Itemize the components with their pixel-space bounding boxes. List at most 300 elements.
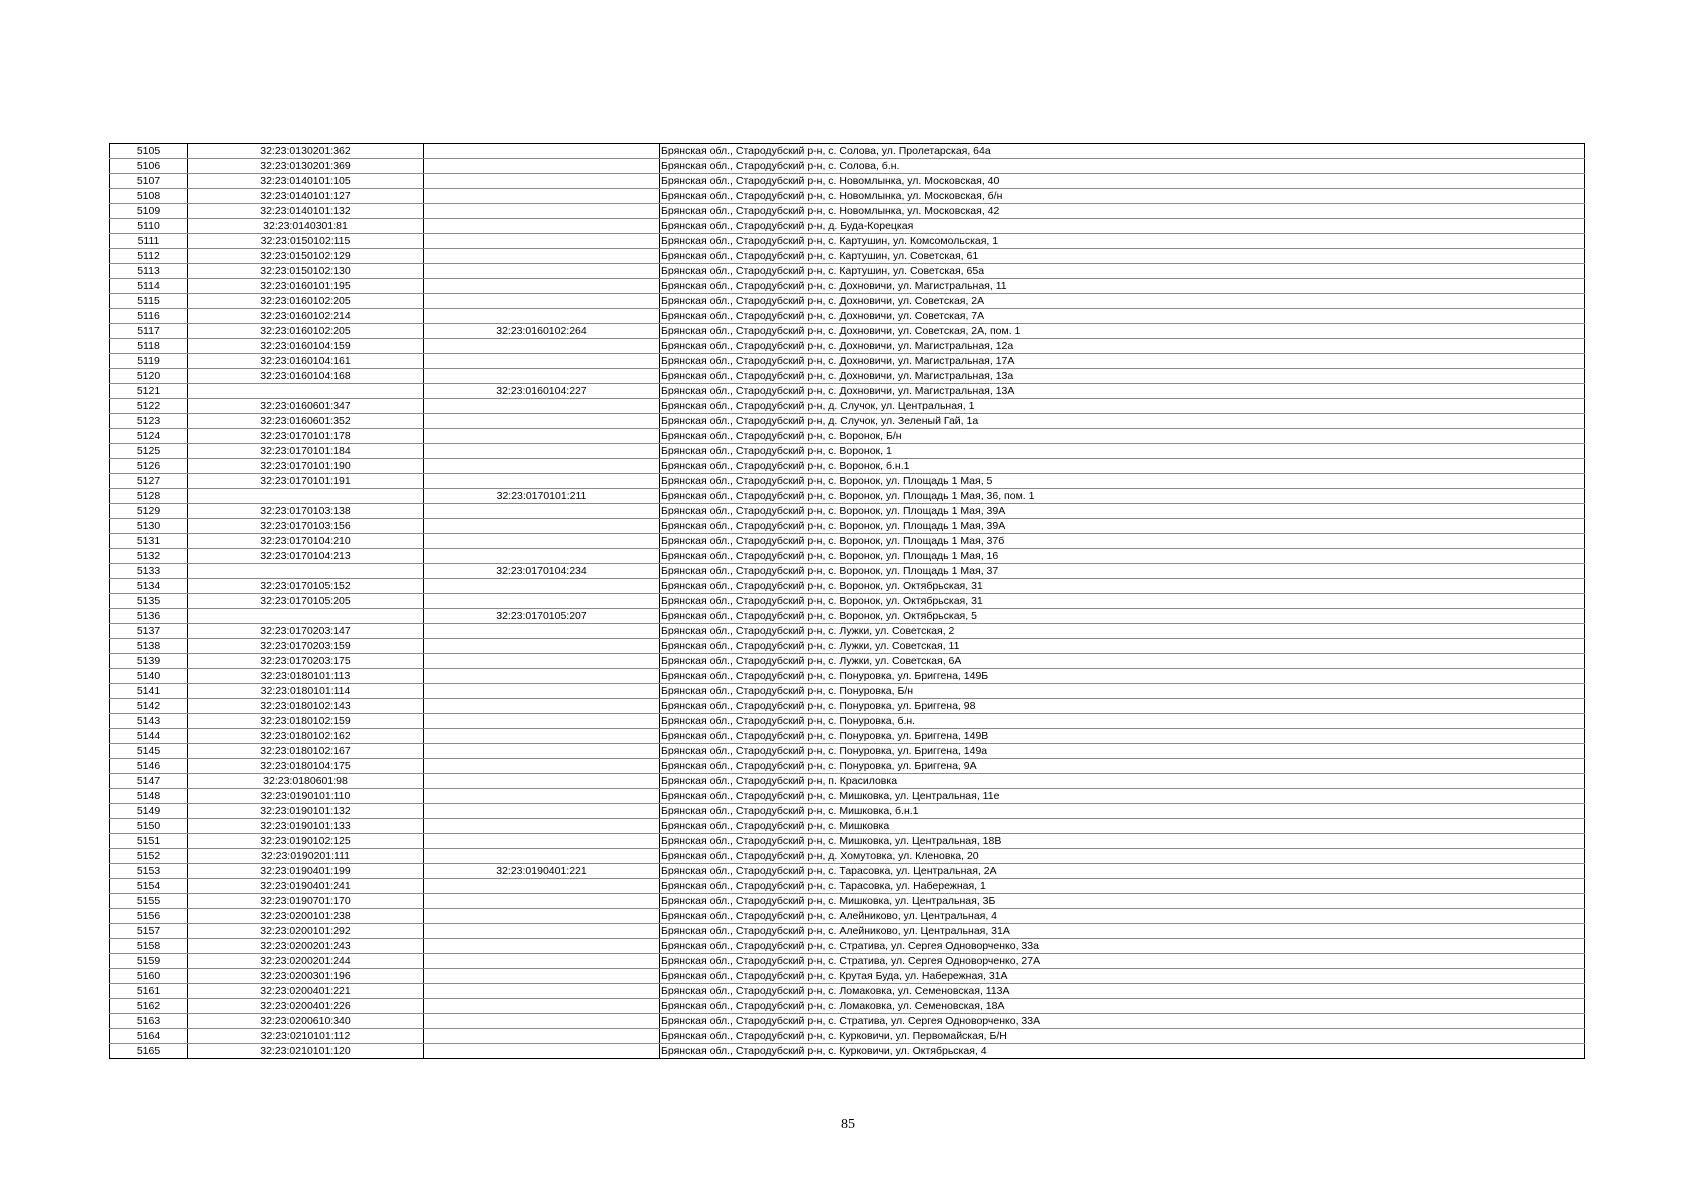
row-number-cell: 5143 [110, 714, 188, 729]
address-cell: Брянская обл., Стародубский р-н, с. Воронок, б.н.1 [660, 459, 1585, 474]
address-cell: Брянская обл., Стародубский р-н, с. Воронок, ул. Октябрьская, 31 [660, 594, 1585, 609]
address-cell: Брянская обл., Стародубский р-н, с. Лужки, ул. Советская, 2 [660, 624, 1585, 639]
table-row [110, 729, 1585, 744]
row-number-cell: 5153 [110, 864, 188, 879]
address-cell: Брянская обл., Стародубский р-н, с. Мишковка, ул. Центральная, 11е [660, 789, 1585, 804]
cadastral-number-cell: 32:23:0180101:113 [188, 669, 424, 684]
table-row [110, 594, 1585, 609]
cadastral-number-cell: 32:23:0160601:352 [188, 414, 424, 429]
table-row [110, 924, 1585, 939]
cadastral-number-cell: 32:23:0170101:184 [188, 444, 424, 459]
row-number-cell: 5154 [110, 879, 188, 894]
related-cadastral-number-cell [424, 594, 660, 609]
cadastral-number-cell: 32:23:0160102:214 [188, 309, 424, 324]
table-row [110, 444, 1585, 459]
related-cadastral-number-cell [424, 714, 660, 729]
cadastral-number-cell: 32:23:0130201:362 [188, 144, 424, 159]
related-cadastral-number-cell [424, 744, 660, 759]
address-cell: Брянская обл., Стародубский р-н, с. Мишковка, ул. Центральная, 3Б [660, 894, 1585, 909]
cadastral-number-cell: 32:23:0140101:127 [188, 189, 424, 204]
address-cell: Брянская обл., Стародубский р-н, с. Стратива, ул. Сергея Одноворченко, 33а [660, 939, 1585, 954]
related-cadastral-number-cell: 32:23:0190401:221 [424, 864, 660, 879]
table-row [110, 459, 1585, 474]
row-number-cell: 5113 [110, 264, 188, 279]
related-cadastral-number-cell [424, 414, 660, 429]
cadastral-number-cell: 32:23:0180104:175 [188, 759, 424, 774]
related-cadastral-number-cell [424, 339, 660, 354]
table-row [110, 759, 1585, 774]
row-number-cell: 5155 [110, 894, 188, 909]
related-cadastral-number-cell [424, 789, 660, 804]
address-cell: Брянская обл., Стародубский р-н, с. Воронок, ул. Октябрьская, 31 [660, 579, 1585, 594]
related-cadastral-number-cell [424, 279, 660, 294]
cadastral-number-cell: 32:23:0170105:152 [188, 579, 424, 594]
row-number-cell: 5140 [110, 669, 188, 684]
related-cadastral-number-cell [424, 264, 660, 279]
page-number: 85 [841, 1117, 855, 1132]
table-row [110, 654, 1585, 669]
related-cadastral-number-cell [424, 309, 660, 324]
related-cadastral-number-cell [424, 219, 660, 234]
row-number-cell: 5121 [110, 384, 188, 399]
cadastral-number-cell: 32:23:0180102:167 [188, 744, 424, 759]
table-row [110, 414, 1585, 429]
address-cell: Брянская обл., Стародубский р-н, с. Понуровка, б.н. [660, 714, 1585, 729]
address-cell: Брянская обл., Стародубский р-н, с. Стратива, ул. Сергея Одноворченко, 33А [660, 1014, 1585, 1029]
related-cadastral-number-cell [424, 894, 660, 909]
related-cadastral-number-cell [424, 834, 660, 849]
table-row [110, 339, 1585, 354]
row-number-cell: 5115 [110, 294, 188, 309]
row-number-cell: 5118 [110, 339, 188, 354]
row-number-cell: 5152 [110, 849, 188, 864]
row-number-cell: 5105 [110, 144, 188, 159]
row-number-cell: 5142 [110, 699, 188, 714]
address-cell: Брянская обл., Стародубский р-н, д. Случок, ул. Центральная, 1 [660, 399, 1585, 414]
row-number-cell: 5139 [110, 654, 188, 669]
cadastral-number-cell [188, 489, 424, 504]
row-number-cell: 5129 [110, 504, 188, 519]
related-cadastral-number-cell [424, 984, 660, 999]
address-cell: Брянская обл., Стародубский р-н, с. Тарасовка, ул. Набережная, 1 [660, 879, 1585, 894]
cadastral-number-cell: 32:23:0150102:130 [188, 264, 424, 279]
address-cell: Брянская обл., Стародубский р-н, с. Воронок, ул. Площадь 1 Мая, 16 [660, 549, 1585, 564]
row-number-cell: 5127 [110, 474, 188, 489]
table-row [110, 1014, 1585, 1029]
table-row [110, 939, 1585, 954]
related-cadastral-number-cell [424, 939, 660, 954]
table-row [110, 909, 1585, 924]
table-row [110, 804, 1585, 819]
related-cadastral-number-cell [424, 804, 660, 819]
row-number-cell: 5120 [110, 369, 188, 384]
row-number-cell: 5116 [110, 309, 188, 324]
row-number-cell: 5160 [110, 969, 188, 984]
cadastral-number-cell: 32:23:0210101:120 [188, 1044, 424, 1059]
table-row [110, 474, 1585, 489]
row-number-cell: 5147 [110, 774, 188, 789]
registry-table [109, 143, 1585, 1059]
address-cell: Брянская обл., Стародубский р-н, с. Дохновичи, ул. Советская, 7А [660, 309, 1585, 324]
table-row [110, 504, 1585, 519]
row-number-cell: 5159 [110, 954, 188, 969]
row-number-cell: 5149 [110, 804, 188, 819]
row-number-cell: 5134 [110, 579, 188, 594]
row-number-cell: 5165 [110, 1044, 188, 1059]
row-number-cell: 5122 [110, 399, 188, 414]
cadastral-number-cell: 32:23:0210101:112 [188, 1029, 424, 1044]
related-cadastral-number-cell [424, 849, 660, 864]
cadastral-number-cell: 32:23:0190102:125 [188, 834, 424, 849]
address-cell: Брянская обл., Стародубский р-н, с. Солова, ул. Пролетарская, 64а [660, 144, 1585, 159]
address-cell: Брянская обл., Стародубский р-н, с. Мишковка, ул. Центральная, 18В [660, 834, 1585, 849]
address-cell: Брянская обл., Стародубский р-н, с. Дохновичи, ул. Магистральная, 12а [660, 339, 1585, 354]
related-cadastral-number-cell [424, 909, 660, 924]
related-cadastral-number-cell: 32:23:0160102:264 [424, 324, 660, 339]
table-row [110, 519, 1585, 534]
related-cadastral-number-cell [424, 579, 660, 594]
address-cell: Брянская обл., Стародубский р-н, с. Лужки, ул. Советская, 11 [660, 639, 1585, 654]
row-number-cell: 5123 [110, 414, 188, 429]
related-cadastral-number-cell [424, 999, 660, 1014]
address-cell: Брянская обл., Стародубский р-н, с. Воронок, ул. Площадь 1 Мая, 5 [660, 474, 1585, 489]
address-cell: Брянская обл., Стародубский р-н, с. Мишковка [660, 819, 1585, 834]
related-cadastral-number-cell [424, 1029, 660, 1044]
table-row [110, 369, 1585, 384]
table-row [110, 354, 1585, 369]
cadastral-number-cell: 32:23:0170103:156 [188, 519, 424, 534]
row-number-cell: 5111 [110, 234, 188, 249]
row-number-cell: 5133 [110, 564, 188, 579]
address-cell: Брянская обл., Стародубский р-н, с. Крутая Буда, ул. Набережная, 31А [660, 969, 1585, 984]
related-cadastral-number-cell: 32:23:0170104:234 [424, 564, 660, 579]
table-row [110, 954, 1585, 969]
table-row [110, 789, 1585, 804]
cadastral-number-cell: 32:23:0160601:347 [188, 399, 424, 414]
cadastral-number-cell: 32:23:0150102:115 [188, 234, 424, 249]
related-cadastral-number-cell [424, 1044, 660, 1059]
related-cadastral-number-cell [424, 954, 660, 969]
table-row [110, 309, 1585, 324]
row-number-cell: 5145 [110, 744, 188, 759]
row-number-cell: 5151 [110, 834, 188, 849]
cadastral-number-cell: 32:23:0160104:168 [188, 369, 424, 384]
related-cadastral-number-cell [424, 174, 660, 189]
address-cell: Брянская обл., Стародубский р-н, с. Дохновичи, ул. Советская, 2А, пом. 1 [660, 324, 1585, 339]
address-cell: Брянская обл., Стародубский р-н, с. Стратива, ул. Сергея Одноворченко, 27А [660, 954, 1585, 969]
related-cadastral-number-cell [424, 969, 660, 984]
row-number-cell: 5130 [110, 519, 188, 534]
row-number-cell: 5137 [110, 624, 188, 639]
table-row [110, 714, 1585, 729]
table-row [110, 894, 1585, 909]
table-row [110, 279, 1585, 294]
address-cell: Брянская обл., Стародубский р-н, с. Дохновичи, ул. Советская, 2А [660, 294, 1585, 309]
row-number-cell: 5107 [110, 174, 188, 189]
address-cell: Брянская обл., Стародубский р-н, с. Картушин, ул. Комсомольская, 1 [660, 234, 1585, 249]
table-row [110, 819, 1585, 834]
related-cadastral-number-cell [424, 444, 660, 459]
row-number-cell: 5110 [110, 219, 188, 234]
cadastral-number-cell: 32:23:0150102:129 [188, 249, 424, 264]
row-number-cell: 5126 [110, 459, 188, 474]
related-cadastral-number-cell [424, 624, 660, 639]
related-cadastral-number-cell [424, 204, 660, 219]
address-cell: Брянская обл., Стародубский р-н, с. Мишковка, б.н.1 [660, 804, 1585, 819]
related-cadastral-number-cell [424, 354, 660, 369]
cadastral-number-cell: 32:23:0200401:226 [188, 999, 424, 1014]
cadastral-number-cell: 32:23:0170203:175 [188, 654, 424, 669]
row-number-cell: 5163 [110, 1014, 188, 1029]
table-row [110, 534, 1585, 549]
address-cell: Брянская обл., Стародубский р-н, д. Случок, ул. Зеленый Гай, 1а [660, 414, 1585, 429]
cadastral-number-cell: 32:23:0190101:132 [188, 804, 424, 819]
address-cell: Брянская обл., Стародубский р-н, с. Дохновичи, ул. Магистральная, 13а [660, 369, 1585, 384]
address-cell: Брянская обл., Стародубский р-н, с. Солова, б.н. [660, 159, 1585, 174]
related-cadastral-number-cell [424, 249, 660, 264]
cadastral-number-cell: 32:23:0180102:143 [188, 699, 424, 714]
table-row [110, 189, 1585, 204]
table-row [110, 699, 1585, 714]
address-cell: Брянская обл., Стародубский р-н, с. Картушин, ул. Советская, 65а [660, 264, 1585, 279]
related-cadastral-number-cell [424, 534, 660, 549]
row-number-cell: 5164 [110, 1029, 188, 1044]
table-row [110, 609, 1585, 624]
table-row [110, 849, 1585, 864]
row-number-cell: 5156 [110, 909, 188, 924]
table-row [110, 984, 1585, 999]
cadastral-number-cell: 32:23:0170103:138 [188, 504, 424, 519]
cadastral-number-cell: 32:23:0160104:159 [188, 339, 424, 354]
cadastral-number-cell: 32:23:0190101:133 [188, 819, 424, 834]
cadastral-number-cell: 32:23:0190101:110 [188, 789, 424, 804]
cadastral-number-cell: 32:23:0200201:244 [188, 954, 424, 969]
cadastral-number-cell: 32:23:0190201:111 [188, 849, 424, 864]
cadastral-number-cell: 32:23:0140101:105 [188, 174, 424, 189]
address-cell: Брянская обл., Стародубский р-н, с. Понуровка, Б/н [660, 684, 1585, 699]
address-cell: Брянская обл., Стародубский р-н, с. Тарасовка, ул. Центральная, 2А [660, 864, 1585, 879]
cadastral-number-cell: 32:23:0160101:195 [188, 279, 424, 294]
related-cadastral-number-cell [424, 639, 660, 654]
address-cell: Брянская обл., Стародубский р-н, с. Понуровка, ул. Бриггена, 98 [660, 699, 1585, 714]
cadastral-number-cell: 32:23:0140301:81 [188, 219, 424, 234]
related-cadastral-number-cell [424, 399, 660, 414]
address-cell: Брянская обл., Стародубский р-н, с. Воронок, ул. Октябрьская, 5 [660, 609, 1585, 624]
table-row [110, 384, 1585, 399]
cadastral-number-cell: 32:23:0160104:161 [188, 354, 424, 369]
table-row [110, 1044, 1585, 1059]
row-number-cell: 5135 [110, 594, 188, 609]
related-cadastral-number-cell [424, 504, 660, 519]
related-cadastral-number-cell [424, 234, 660, 249]
cadastral-number-cell [188, 609, 424, 624]
row-number-cell: 5158 [110, 939, 188, 954]
table-row [110, 159, 1585, 174]
address-cell: Брянская обл., Стародубский р-н, с. Понуровка, ул. Бриггена, 9А [660, 759, 1585, 774]
row-number-cell: 5162 [110, 999, 188, 1014]
cadastral-number-cell: 32:23:0200401:221 [188, 984, 424, 999]
related-cadastral-number-cell [424, 669, 660, 684]
address-cell: Брянская обл., Стародубский р-н, с. Воронок, ул. Площадь 1 Мая, 37б [660, 534, 1585, 549]
table-row [110, 264, 1585, 279]
cadastral-number-cell: 32:23:0200201:243 [188, 939, 424, 954]
cadastral-number-cell: 32:23:0180601:98 [188, 774, 424, 789]
table-row [110, 174, 1585, 189]
related-cadastral-number-cell [424, 699, 660, 714]
address-cell: Брянская обл., Стародубский р-н, с. Курковичи, ул. Первомайская, Б/Н [660, 1029, 1585, 1044]
address-cell: Брянская обл., Стародубский р-н, п. Красиловка [660, 774, 1585, 789]
address-cell: Брянская обл., Стародубский р-н, с. Ломаковка, ул. Семеновская, 18А [660, 999, 1585, 1014]
address-cell: Брянская обл., Стародубский р-н, с. Дохновичи, ул. Магистральная, 11 [660, 279, 1585, 294]
table-row [110, 219, 1585, 234]
related-cadastral-number-cell [424, 294, 660, 309]
table-row [110, 234, 1585, 249]
table-row [110, 879, 1585, 894]
registry-table-body [110, 144, 1585, 1059]
cadastral-number-cell: 32:23:0160102:205 [188, 324, 424, 339]
table-row [110, 744, 1585, 759]
address-cell: Брянская обл., Стародубский р-н, с. Лужки, ул. Советская, 6А [660, 654, 1585, 669]
row-number-cell: 5109 [110, 204, 188, 219]
related-cadastral-number-cell [424, 549, 660, 564]
table-row [110, 489, 1585, 504]
address-cell: Брянская обл., Стародубский р-н, д. Хомутовка, ул. Кленовка, 20 [660, 849, 1585, 864]
related-cadastral-number-cell: 32:23:0160104:227 [424, 384, 660, 399]
address-cell: Брянская обл., Стародубский р-н, с. Воронок, Б/н [660, 429, 1585, 444]
table-row [110, 204, 1585, 219]
table-row [110, 429, 1585, 444]
cadastral-number-cell: 32:23:0200301:196 [188, 969, 424, 984]
cadastral-number-cell: 32:23:0200101:238 [188, 909, 424, 924]
table-row [110, 144, 1585, 159]
row-number-cell: 5125 [110, 444, 188, 459]
address-cell: Брянская обл., Стародубский р-н, д. Буда-Корецкая [660, 219, 1585, 234]
row-number-cell: 5157 [110, 924, 188, 939]
related-cadastral-number-cell [424, 519, 660, 534]
cadastral-number-cell: 32:23:0170104:213 [188, 549, 424, 564]
row-number-cell: 5106 [110, 159, 188, 174]
related-cadastral-number-cell [424, 729, 660, 744]
row-number-cell: 5117 [110, 324, 188, 339]
cadastral-number-cell: 32:23:0170203:147 [188, 624, 424, 639]
cadastral-number-cell [188, 564, 424, 579]
address-cell: Брянская обл., Стародубский р-н, с. Понуровка, ул. Бриггена, 149а [660, 744, 1585, 759]
related-cadastral-number-cell: 32:23:0170105:207 [424, 609, 660, 624]
table-row [110, 324, 1585, 339]
address-cell: Брянская обл., Стародубский р-н, с. Курковичи, ул. Октябрьская, 4 [660, 1044, 1585, 1059]
row-number-cell: 5144 [110, 729, 188, 744]
address-cell: Брянская обл., Стародубский р-н, с. Новомлынка, ул. Московская, 40 [660, 174, 1585, 189]
address-cell: Брянская обл., Стародубский р-н, с. Картушин, ул. Советская, 61 [660, 249, 1585, 264]
address-cell: Брянская обл., Стародубский р-н, с. Ломаковка, ул. Семеновская, 113А [660, 984, 1585, 999]
related-cadastral-number-cell [424, 879, 660, 894]
row-number-cell: 5108 [110, 189, 188, 204]
cadastral-number-cell: 32:23:0170104:210 [188, 534, 424, 549]
address-cell: Брянская обл., Стародубский р-н, с. Алейниково, ул. Центральная, 4 [660, 909, 1585, 924]
cadastral-number-cell: 32:23:0170101:190 [188, 459, 424, 474]
address-cell: Брянская обл., Стародубский р-н, с. Дохновичи, ул. Магистральная, 13А [660, 384, 1585, 399]
related-cadastral-number-cell: 32:23:0170101:211 [424, 489, 660, 504]
row-number-cell: 5132 [110, 549, 188, 564]
address-cell: Брянская обл., Стародубский р-н, с. Понуровка, ул. Бриггена, 149Б [660, 669, 1585, 684]
table-row [110, 969, 1585, 984]
related-cadastral-number-cell [424, 474, 660, 489]
cadastral-number-cell: 32:23:0190701:170 [188, 894, 424, 909]
row-number-cell: 5119 [110, 354, 188, 369]
row-number-cell: 5114 [110, 279, 188, 294]
row-number-cell: 5146 [110, 759, 188, 774]
related-cadastral-number-cell [424, 774, 660, 789]
related-cadastral-number-cell [424, 819, 660, 834]
cadastral-number-cell [188, 384, 424, 399]
cadastral-number-cell: 32:23:0180102:162 [188, 729, 424, 744]
table-row [110, 684, 1585, 699]
related-cadastral-number-cell [424, 1014, 660, 1029]
related-cadastral-number-cell [424, 189, 660, 204]
table-row [110, 1029, 1585, 1044]
table-row [110, 249, 1585, 264]
address-cell: Брянская обл., Стародубский р-н, с. Воронок, ул. Площадь 1 Мая, 39А [660, 504, 1585, 519]
address-cell: Брянская обл., Стародубский р-н, с. Новомлынка, ул. Московская, 42 [660, 204, 1585, 219]
address-cell: Брянская обл., Стародубский р-н, с. Понуровка, ул. Бриггена, 149В [660, 729, 1585, 744]
row-number-cell: 5138 [110, 639, 188, 654]
related-cadastral-number-cell [424, 429, 660, 444]
row-number-cell: 5161 [110, 984, 188, 999]
related-cadastral-number-cell [424, 684, 660, 699]
table-row [110, 999, 1585, 1014]
address-cell: Брянская обл., Стародубский р-н, с. Дохновичи, ул. Магистральная, 17А [660, 354, 1585, 369]
row-number-cell: 5112 [110, 249, 188, 264]
cadastral-number-cell: 32:23:0160102:205 [188, 294, 424, 309]
row-number-cell: 5141 [110, 684, 188, 699]
table-row [110, 774, 1585, 789]
table-row [110, 579, 1585, 594]
row-number-cell: 5136 [110, 609, 188, 624]
table-row [110, 669, 1585, 684]
table-row [110, 864, 1585, 879]
cadastral-number-cell: 32:23:0190401:199 [188, 864, 424, 879]
row-number-cell: 5148 [110, 789, 188, 804]
address-cell: Брянская обл., Стародубский р-н, с. Новомлынка, ул. Московская, б/н [660, 189, 1585, 204]
row-number-cell: 5150 [110, 819, 188, 834]
cadastral-number-cell: 32:23:0170105:205 [188, 594, 424, 609]
related-cadastral-number-cell [424, 369, 660, 384]
row-number-cell: 5128 [110, 489, 188, 504]
row-number-cell: 5124 [110, 429, 188, 444]
cadastral-number-cell: 32:23:0200610:340 [188, 1014, 424, 1029]
related-cadastral-number-cell [424, 459, 660, 474]
cadastral-number-cell: 32:23:0140101:132 [188, 204, 424, 219]
related-cadastral-number-cell [424, 654, 660, 669]
address-cell: Брянская обл., Стародубский р-н, с. Воронок, ул. Площадь 1 Мая, 37 [660, 564, 1585, 579]
related-cadastral-number-cell [424, 144, 660, 159]
related-cadastral-number-cell [424, 159, 660, 174]
row-number-cell: 5131 [110, 534, 188, 549]
cadastral-number-cell: 32:23:0180101:114 [188, 684, 424, 699]
address-cell: Брянская обл., Стародубский р-н, с. Воронок, 1 [660, 444, 1585, 459]
cadastral-number-cell: 32:23:0170101:178 [188, 429, 424, 444]
table-row [110, 399, 1585, 414]
cadastral-number-cell: 32:23:0170101:191 [188, 474, 424, 489]
address-cell: Брянская обл., Стародубский р-н, с. Воронок, ул. Площадь 1 Мая, 36, пом. 1 [660, 489, 1585, 504]
related-cadastral-number-cell [424, 924, 660, 939]
cadastral-number-cell: 32:23:0190401:241 [188, 879, 424, 894]
table-row [110, 294, 1585, 309]
cadastral-number-cell: 32:23:0170203:159 [188, 639, 424, 654]
table-row [110, 624, 1585, 639]
table-row [110, 639, 1585, 654]
table-row [110, 564, 1585, 579]
